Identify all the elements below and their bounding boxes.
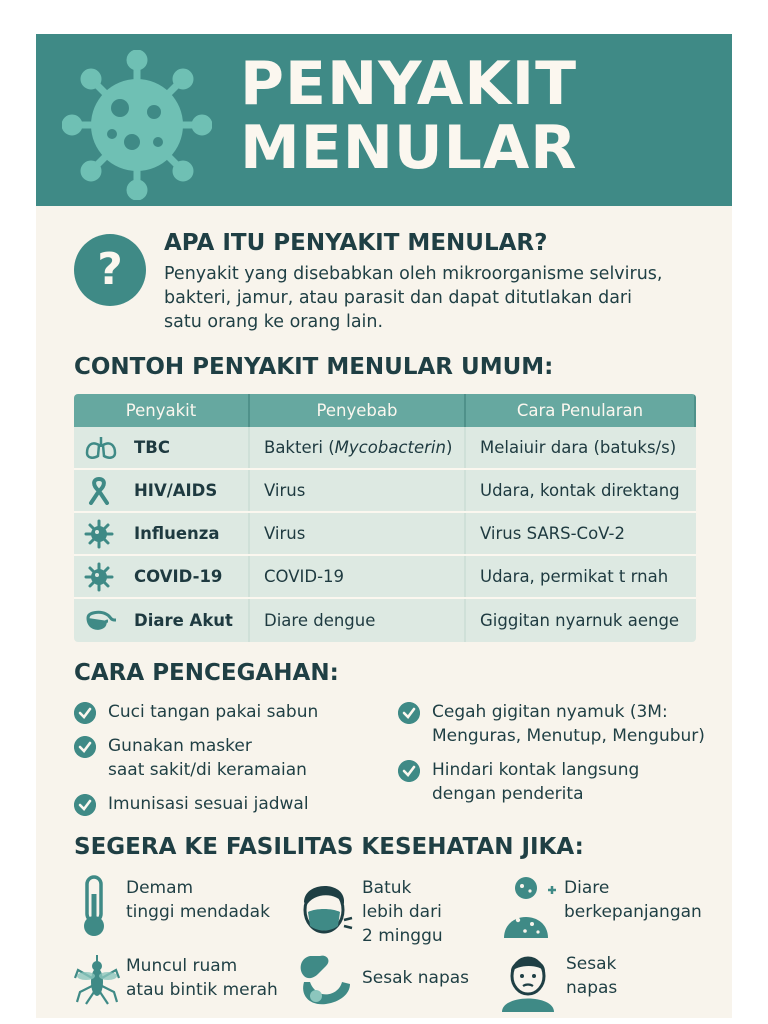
intro-line: bakteri, jamur, atau parasit dan dapat ditutlakan dari <box>164 288 632 308</box>
thermometer-icon <box>74 874 114 938</box>
title-line-1: PENYAKIT <box>240 49 578 119</box>
symptom-text: 2 minggu <box>362 926 443 946</box>
disease-cause: Virus <box>250 513 466 554</box>
disease-cause: COVID-19 <box>250 556 466 597</box>
symptom-item <box>498 874 730 944</box>
symptom-item <box>74 874 284 944</box>
poster <box>36 34 732 1018</box>
symptom-item <box>74 954 296 1014</box>
intro-line: Penyakit yang disebabkan oleh mikroorganisme selvirus, <box>164 264 663 284</box>
table-row <box>74 556 696 599</box>
prevention-text: Cegah gigitan nyamuk (3M: <box>432 702 668 722</box>
prevention-text: Cuci tangan pakai sabun <box>108 702 319 722</box>
disease-transmission: Virus SARS-CoV-2 <box>480 524 625 543</box>
table-row <box>74 599 696 642</box>
prevention-text: Menguras, Menutup, Mengubur) <box>432 726 705 746</box>
prevention-text: Imunisasi sesuai jadwal <box>108 794 309 814</box>
prevention-text: Gunakan masker <box>108 736 252 756</box>
prevention-text: dengan penderita <box>432 784 584 804</box>
symptom-text: tinggi mendadak <box>126 902 270 922</box>
symptom-text: Diare <box>564 878 610 898</box>
symptom-text: napas <box>566 978 618 998</box>
title-line-2: MENULAR <box>240 113 578 183</box>
intro-heading: APA ITU PENYAKIT MENULAR? <box>164 230 548 256</box>
intro-line: satu orang ke orang lain. <box>164 312 384 332</box>
disease-transmission: Udara, permikat t rnah <box>480 567 669 586</box>
symptom-text: Demam <box>126 878 194 898</box>
symptom-text: Sesak napas <box>362 968 470 988</box>
cause-text: Bakteri ( <box>264 438 335 457</box>
ribbon-icon <box>84 476 124 506</box>
question-icon: ? <box>74 234 146 306</box>
disease-cause: Diare dengue <box>250 599 466 642</box>
header-banner <box>36 34 732 206</box>
prevention-item <box>74 734 374 784</box>
symptom-item <box>296 952 496 1014</box>
table-header-row <box>74 394 696 427</box>
lungs-icon <box>84 433 124 463</box>
prevention-item <box>398 758 728 808</box>
prevention-text: saat sakit/di keramaian <box>108 760 307 780</box>
column-header-transmission: Cara Penularan <box>466 394 696 427</box>
page-title <box>240 49 578 183</box>
symptom-text: Sesak <box>566 954 617 974</box>
symptom-text: berkepanjangan <box>564 902 702 922</box>
table-row <box>74 470 696 513</box>
stomach-icon <box>296 952 354 1008</box>
column-header-cause: Penyebab <box>250 394 466 427</box>
check-icon <box>74 794 96 816</box>
prevention-text: Hindari kontak langsung <box>432 760 640 780</box>
symptom-text: Muncul ruam <box>126 956 238 976</box>
check-icon <box>74 702 96 724</box>
disease-name: TBC <box>134 438 170 457</box>
intro-text <box>164 262 724 334</box>
symptom-item <box>498 950 698 1016</box>
table-row <box>74 513 696 556</box>
disease-cause <box>250 427 466 468</box>
disease-table <box>74 394 696 642</box>
disease-cause: Virus <box>250 470 466 511</box>
masked-person-icon <box>296 874 354 940</box>
prevention-item <box>74 792 374 818</box>
prevention-heading: CARA PENCEGAHAN: <box>74 660 339 686</box>
symptoms-heading: SEGERA KE FASILITAS KESEHATAN JIKA: <box>74 834 584 860</box>
symptom-text: lebih dari <box>362 902 442 922</box>
column-header-disease: Penyakit <box>74 394 250 427</box>
table-row <box>74 427 696 470</box>
disease-name: HIV/AIDS <box>134 481 218 500</box>
disease-name: Influenza <box>134 524 220 543</box>
cause-suffix: ) <box>445 438 453 457</box>
disease-name: Diare Akut <box>134 611 233 630</box>
symptom-text: atau bintik merah <box>126 980 278 1000</box>
check-icon <box>398 702 420 724</box>
prevention-item <box>74 700 374 726</box>
check-icon <box>398 760 420 782</box>
check-icon <box>74 736 96 758</box>
person-icon <box>498 950 558 1012</box>
virus-icon <box>62 50 212 200</box>
virus-icon <box>84 562 124 592</box>
symptom-text: Batuk <box>362 878 412 898</box>
cause-italic: Mycobacterin <box>334 438 446 457</box>
virus-icon <box>84 519 124 549</box>
mosquito-icon <box>74 954 120 1006</box>
sick-body-icon <box>498 874 558 940</box>
disease-transmission: Melaiuir dara (batuks/s) <box>480 438 677 457</box>
examples-heading: CONTOH PENYAKIT MENULAR UMUM: <box>74 354 554 380</box>
symptom-item <box>296 874 496 950</box>
prevention-item <box>398 700 728 750</box>
disease-transmission: Udara, kontak direktang <box>480 481 680 500</box>
disease-transmission: Giggitan nyarnuk aenge <box>480 611 680 630</box>
disease-name: COVID-19 <box>134 567 223 586</box>
intestine-icon <box>84 606 124 636</box>
